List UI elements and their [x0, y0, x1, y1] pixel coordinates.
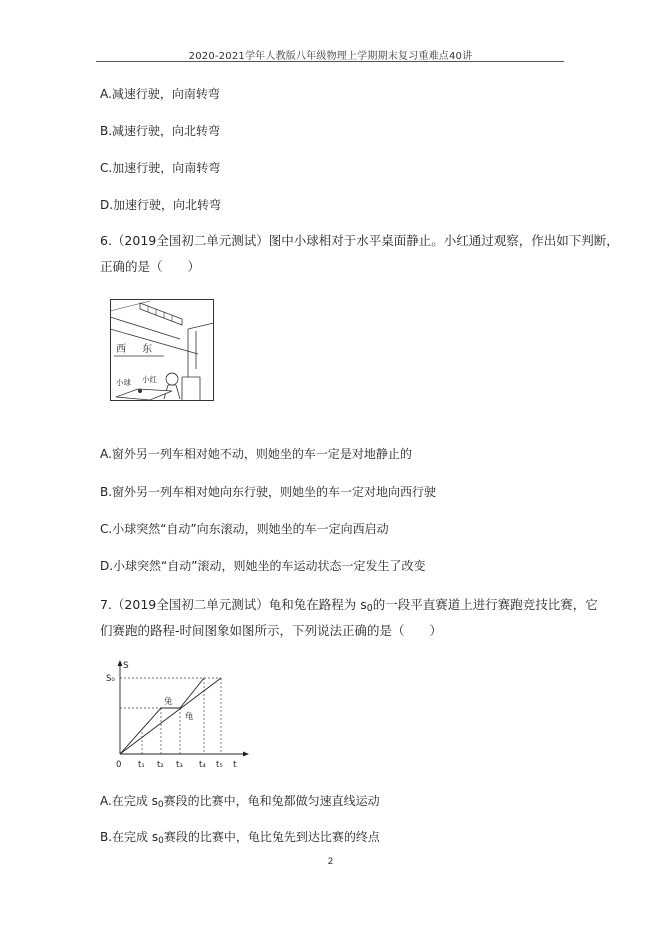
- x-tick-t4: t₄: [199, 760, 206, 770]
- q7-option-b-sub: 0: [158, 835, 164, 846]
- q5-option-d: D.加速行驶，向北转弯: [100, 198, 222, 212]
- tortoise-label: 龟: [185, 712, 194, 722]
- q6-option-d: D.小球突然“自动”滚动，则她坐的车运动状态一定发生了改变: [100, 559, 426, 573]
- s0-label: S₀: [106, 674, 115, 684]
- rabbit-label: 兔: [164, 697, 173, 707]
- x-axis-label: t: [233, 760, 237, 770]
- q5-option-b: B.减速行驶，向北转弯: [100, 124, 221, 138]
- q7-option-b-post: 赛段的比赛中，龟比兔先到达比赛的终点: [163, 830, 380, 844]
- x-tick-t1: t₁: [138, 760, 145, 770]
- x-tick-t2: t₂: [157, 760, 164, 770]
- label-west: 西: [116, 344, 126, 355]
- q7-option-a-pre: A.在完成 s: [100, 794, 158, 808]
- page-number: 2: [327, 857, 334, 867]
- q7-stem-post: 的一段平直赛道上进行赛跑竞技比赛，它: [372, 597, 598, 612]
- q6-stem-line1: 6.（2019全国初二单元测试）图中小球相对于水平桌面静止。小红通过观察，作出如下判断，: [100, 233, 619, 248]
- q5-option-a: A.减速行驶，向南转弯: [100, 87, 220, 101]
- label-girl: 小红: [142, 375, 157, 384]
- x-tick-t3: t₃: [176, 760, 183, 770]
- q6-option-a: A.窗外另一列车相对她不动，则她坐的车一定是对地静止的: [100, 447, 412, 461]
- q6-option-b: B.窗外另一列车相对她向东行驶，则她坐的车一定对地向西行驶: [100, 485, 437, 499]
- q7-stem-line2: 们赛跑的路程-时间图象如图所示，下列说法正确的是（ ）: [100, 623, 443, 638]
- q7-stem-line1: [100, 596, 598, 618]
- q7-option-b-pre: B.在完成 s: [100, 830, 159, 844]
- label-east: 东: [142, 344, 152, 355]
- header-divider: [96, 61, 564, 62]
- page-header-title: 2020-2021学年人教版八年级物理上学期期末复习重难点40讲: [188, 51, 473, 62]
- q7-option-a-post: 赛段的比赛中，龟和兔都做匀速直线运动: [163, 794, 380, 808]
- tortoise-line: [120, 678, 221, 754]
- q7-option-a: [100, 793, 380, 813]
- y-axis-label: S: [123, 661, 129, 671]
- q7-option-a-sub: 0: [157, 799, 164, 810]
- q7-option-b: [100, 829, 380, 849]
- q6-stem-line2: 正确的是（ ）: [100, 259, 201, 274]
- label-ball: 小球: [116, 378, 131, 387]
- q6-option-c: C.小球突然“自动”向东滚动，则她坐的车一定向西启动: [100, 522, 389, 536]
- x-tick-t5: t₅: [216, 760, 223, 770]
- ball-icon: [138, 389, 142, 393]
- origin-label: 0: [116, 760, 122, 770]
- q7-stem-sub: 0: [366, 602, 373, 614]
- q5-option-c: C.加速行驶，向南转弯: [100, 161, 221, 175]
- distance-time-chart: [104, 657, 254, 772]
- q7-stem-pre: 7.（2019全国初二单元测试）龟和兔在路程为 s: [100, 597, 367, 612]
- train-figure: [110, 299, 214, 401]
